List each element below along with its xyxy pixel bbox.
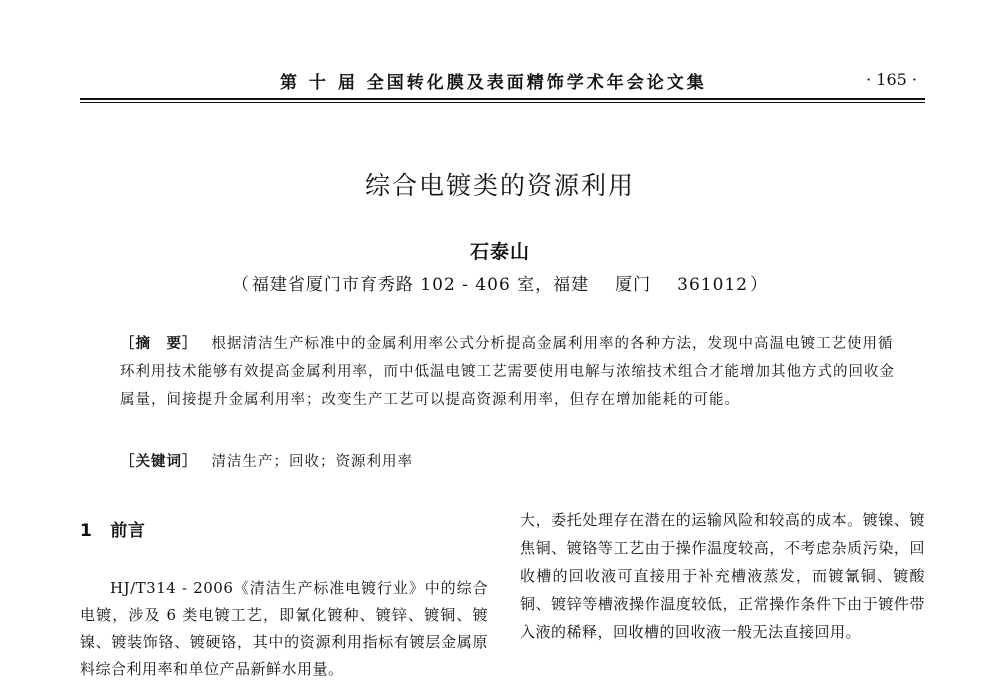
header-rule-thin [80, 102, 925, 103]
left-paragraph: HJ/T314 - 2006《清洁生产标准电镀行业》中的综合电镀，涉及 6 类电镀工艺，即氰化镀种、镀锌、镀铜、镀镍、镀装饰铬、镀硬铬，其中的资源利用指标有镀层金属原料综合利用率和单位产品新鲜水用量。 [80, 579, 488, 678]
section-heading [80, 518, 488, 545]
header-rule-thick [80, 98, 925, 100]
section-number: 1 [80, 521, 93, 541]
page-number: · 165 · [866, 70, 917, 89]
running-header [80, 62, 925, 98]
abstract-label: ［摘 要］ [120, 335, 198, 352]
keywords-label: ［关键词］ [120, 453, 198, 470]
author-affiliation [0, 270, 1000, 295]
paper-title: 综合电镀类的资源利用 [364, 171, 635, 200]
keywords-block [120, 448, 900, 476]
affiliation-main: 福建省厦门市育秀路 102 - 406 室，福建 [251, 275, 590, 295]
section-title: 前言 [110, 521, 146, 541]
right-column [520, 506, 925, 646]
affiliation-city: 厦门 [615, 275, 652, 295]
left-column [80, 508, 488, 683]
abstract-text: 根据清洁生产标准中的金属利用率公式分析提高金属利用率的各种方法，发现中高温电镀工艺使用循环利用技术能够有效提高金属利用率，而中低温电镀工艺需要使用电解与浓缩技术组合才能增加其他方式的回收金属量，间接提升金属利用率；改变生产工艺可以提高资源利用率，但存在增加能耗的可能。 [120, 336, 895, 408]
journal-title: 第 十 届 全国转化膜及表面精饰学术年会论文集 [280, 73, 707, 93]
affiliation-open: （ [231, 275, 250, 295]
right-paragraph: 大，委托处理存在潜在的运输风险和较高的成本。镀镍、镀焦铜、镀铬等工艺由于操作温度较高，不考虑杂质污染，回收槽的回收液可直接用于补充槽液蒸发，而镀氰铜、镀酸铜、镀锌等槽液操作温度较低，正常操作条件下由于镀件带入液的稀释，回收槽的回收液一般无法直接回用。 [520, 511, 925, 641]
abstract-block [120, 330, 900, 414]
keywords-text: 清洁生产；回收；资源利用率 [211, 454, 413, 470]
affiliation-close: ） [750, 275, 769, 295]
affiliation-zip: 361012 [677, 275, 749, 295]
author-name: 石泰山 [469, 241, 530, 263]
